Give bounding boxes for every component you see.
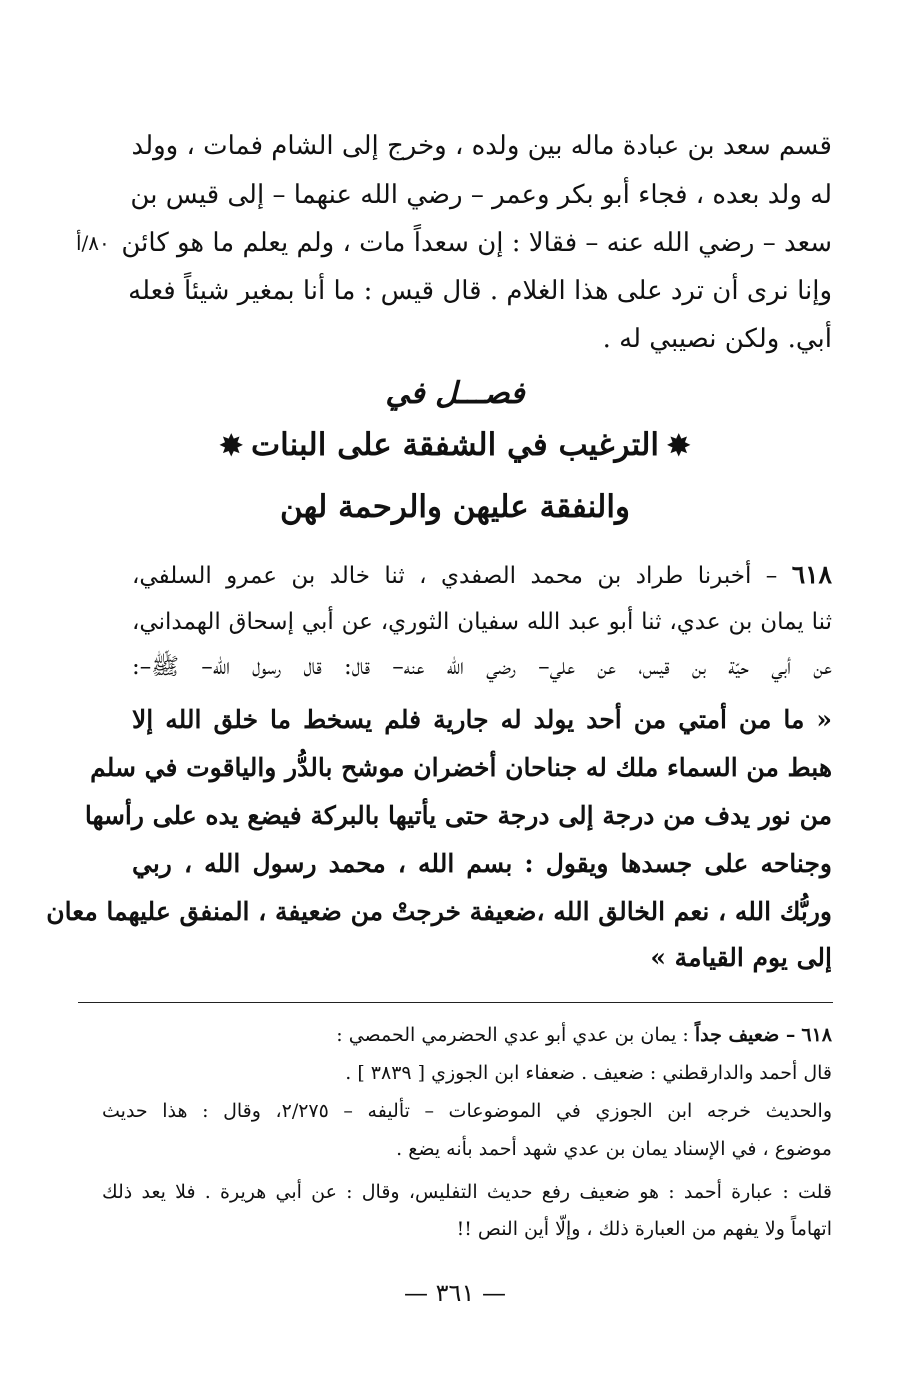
page-number: — ٣٦١ — — [404, 1279, 506, 1307]
hadith-isnad-line — [132, 556, 832, 595]
hadith-isnad-line: عن أبي حيّة بن قيس، عن علي– رضي الله عنه– قال: قال رسول الله– ﷺ–: — [132, 654, 832, 680]
footnote-line — [102, 1020, 832, 1050]
section-title-text: الترغيب في الشفقة على البنات — [250, 427, 660, 463]
hadith-matn-line: هبط من السماء ملك له جناحان أخضران موشح بالدُّر والياقوت في سلم — [90, 753, 832, 782]
hadith-matn-line: « ما من أمتي من أحد يولد له جارية فلم يسخط ما خلق الله إلا — [132, 705, 832, 734]
footnote-line: موضوع ، في الإسناد يمان بن عدي شهد أحمد بأنه يضع . — [396, 1138, 832, 1160]
footnote-line: قلت : عبارة أحمد : هو ضعيف رفع حديث التفليس، وقال : عن أبي هريرة . فلا يعد ذلك — [102, 1181, 832, 1203]
asterisk-ornament-icon: ✸ — [667, 429, 691, 462]
manuscript-margin-reference: ٨٠/أ — [76, 231, 110, 255]
hadith-matn-line: وربُّك الله ، نعم الخالق الله ،ضعيفة خرجتْ من ضعيفة ، المنفق عليهما معان — [46, 897, 832, 926]
top-text-line: سعد – رضي الله عنه – فقالا : إن سعداً مات ، ولم يعلم ما هو كائن — [121, 228, 832, 258]
section-label: فصـــل في — [385, 376, 525, 411]
top-text-line: له ولد بعده ، فجاء أبو بكر وعمر – رضي الله عنهما – إلى قيس بن — [130, 180, 832, 210]
hadith-isnad-line: ثنا يمان بن عدي، ثنا أبو عبد الله سفيان الثوري، عن أبي إسحاق الهمداني، — [132, 609, 832, 635]
hadith-number: ٦١٨ — [791, 560, 832, 589]
section-title-line-2: والنفقة عليهن والرحمة لهن — [280, 489, 630, 525]
top-text-line: وإنا نرى أن ترد على هذا الغلام . قال قيس : ما أنا بمغير شيئاً فعله — [128, 276, 832, 306]
footnote-line: اتهاماً ولا يفهم من العبارة ذلك ، وإلّا أين النص !! — [456, 1218, 832, 1240]
top-text-line: أبي. ولكن نصيبي له . — [602, 324, 832, 354]
hadith-matn-line: وجناحه على جسدها ويقول : بسم الله ، محمد رسول الله ، ربي — [132, 849, 832, 878]
hadith-matn-line: إلى يوم القيامة » — [650, 943, 832, 972]
footnote-text: : يمان بن عدي أبو عدي الحضرمي الحمصي : — [336, 1024, 689, 1046]
footnote-line: قال أحمد والدارقطني : ضعيف . ضعفاء ابن الجوزي [ ٣٨٣٩ ] . — [345, 1062, 832, 1084]
footnote-number: ٦١٨ — [801, 1024, 832, 1046]
asterisk-ornament-icon: ✸ — [219, 429, 243, 462]
section-title-line-1 — [0, 420, 910, 471]
top-text-line: قسم سعد بن عبادة ماله بين ولده ، وخرج إلى الشام فمات ، وولد — [131, 131, 832, 161]
footnote-divider — [78, 1002, 833, 1003]
hadith-matn-line: من نور يدف من درجة إلى درجة حتى يأتيها بالبركة فيضع يده على رأسها — [84, 801, 832, 830]
hadith-isnad-text: – أخبرنا طراد بن محمد الصفدي ، ثنا خالد بن عمرو السلفي، — [132, 563, 778, 589]
footnote-line: والحديث خرجه ابن الجوزي في الموضوعات – تأليفه – ٢/٢٧٥، وقال : هذا حديث — [102, 1100, 832, 1122]
footnote-grade: – ضعيف جداً — [694, 1024, 796, 1046]
